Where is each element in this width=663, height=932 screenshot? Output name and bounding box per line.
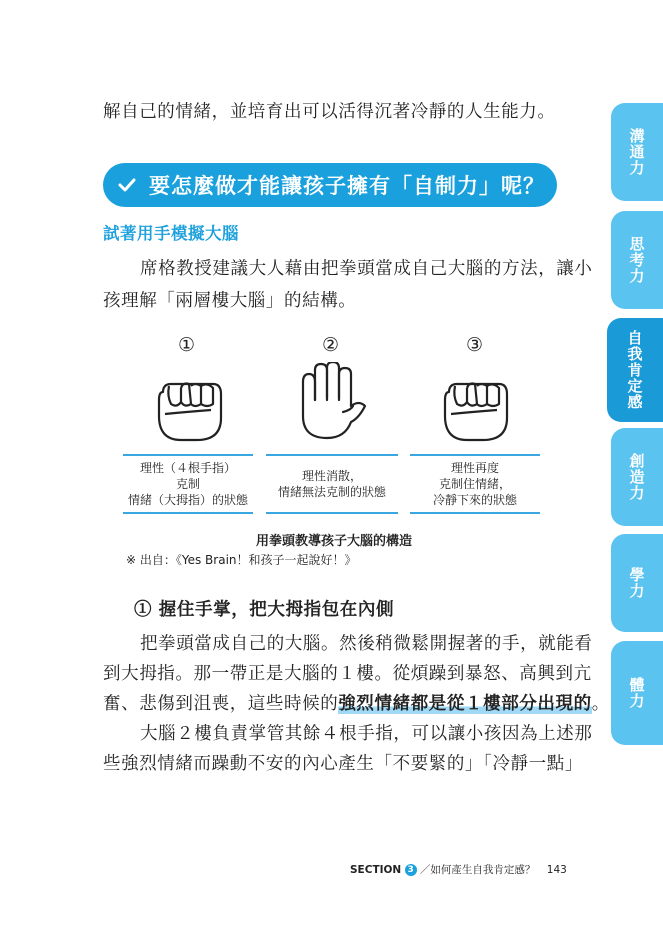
caption-3 xyxy=(410,454,540,514)
body-text: 奮、悲傷到沮喪，這些時候的 xyxy=(103,694,339,714)
tab-communication[interactable]: 溝通力 xyxy=(611,103,663,201)
body-line: 些強烈情緒而躁動不安的內心產生「不要緊的」「冷靜一點」 xyxy=(103,754,583,774)
fist-icon xyxy=(155,378,225,444)
banner-title: 要怎麼做才能讓孩子擁有「自制力」呢？ xyxy=(149,173,545,198)
figure-number-3: ③ xyxy=(466,334,484,356)
page-footer xyxy=(350,862,567,877)
footer-separator: ／ xyxy=(419,864,431,876)
caption-3-line-2: 克制住情緒， xyxy=(438,477,511,491)
tab-academic[interactable]: 學力 xyxy=(611,534,663,632)
body-line: 大腦２樓負責掌管其餘４根手指，可以讓小孩因為上述那 xyxy=(140,724,593,744)
section-number-badge: 3 xyxy=(405,864,417,876)
caption-1-line-3: 情緒（大拇指）的狀態 xyxy=(127,493,248,507)
highlighted-text: 強烈情緒都是從１樓部分出現的 xyxy=(338,694,592,714)
tab-self-esteem[interactable]: 自我肯定感 xyxy=(607,318,663,422)
caption-2-line-1: 理性消散， xyxy=(301,469,362,483)
body-text: 。 xyxy=(591,694,610,714)
tab-creativity[interactable]: 創造力 xyxy=(611,428,663,526)
page-number: 143 xyxy=(546,864,567,876)
figure-number-1: ① xyxy=(178,334,196,356)
section-title: ① 握住手掌，把大拇指包在內側 xyxy=(134,600,395,620)
caption-1-line-1: 理性（４根手指） xyxy=(139,461,236,475)
figure-source: ※ 出自：《Yes Brain！和孩子一起說好！》 xyxy=(126,553,357,567)
footer-section-label: SECTION xyxy=(350,864,402,876)
caption-2-line-2: 情緒無法克制的狀態 xyxy=(277,485,386,499)
body-line: 到大拇指。那一帶正是大腦的１樓。從煩躁到暴怒、高興到亢 xyxy=(103,664,592,684)
caption-1-line-2: 克制 xyxy=(175,477,200,491)
caption-1 xyxy=(123,454,253,514)
intro-line-1: 席格教授建議大人藉由把拳頭當成自己大腦的方法，讓小 xyxy=(140,259,593,279)
section-banner xyxy=(103,163,557,207)
tab-physical[interactable]: 體力 xyxy=(611,641,663,745)
caption-2 xyxy=(266,454,398,514)
check-icon xyxy=(113,171,141,199)
figure-number-2: ② xyxy=(322,334,340,356)
body-line xyxy=(103,690,610,715)
caption-3-line-1: 理性再度 xyxy=(450,461,499,475)
subheading: 試著用手模擬大腦 xyxy=(103,224,239,243)
footer-chapter: 如何產生自我肯定感？ xyxy=(430,864,536,876)
tab-thinking[interactable]: 思考力 xyxy=(611,211,663,309)
continued-text: 解自己的情緒，並培育出可以活得沉著冷靜的人生能力。 xyxy=(103,102,556,122)
body-line: 把拳頭當成自己的大腦。然後稍微鬆開握著的手，就能看 xyxy=(140,634,593,654)
intro-line-2: 孩理解「兩層樓大腦」的結構。 xyxy=(103,291,357,311)
caption-3-line-3: 冷靜下來的狀態 xyxy=(432,493,517,507)
fist-icon xyxy=(441,378,511,444)
open-hand-icon xyxy=(297,362,369,442)
figure-title: 用拳頭教導孩子大腦的構造 xyxy=(256,534,413,549)
